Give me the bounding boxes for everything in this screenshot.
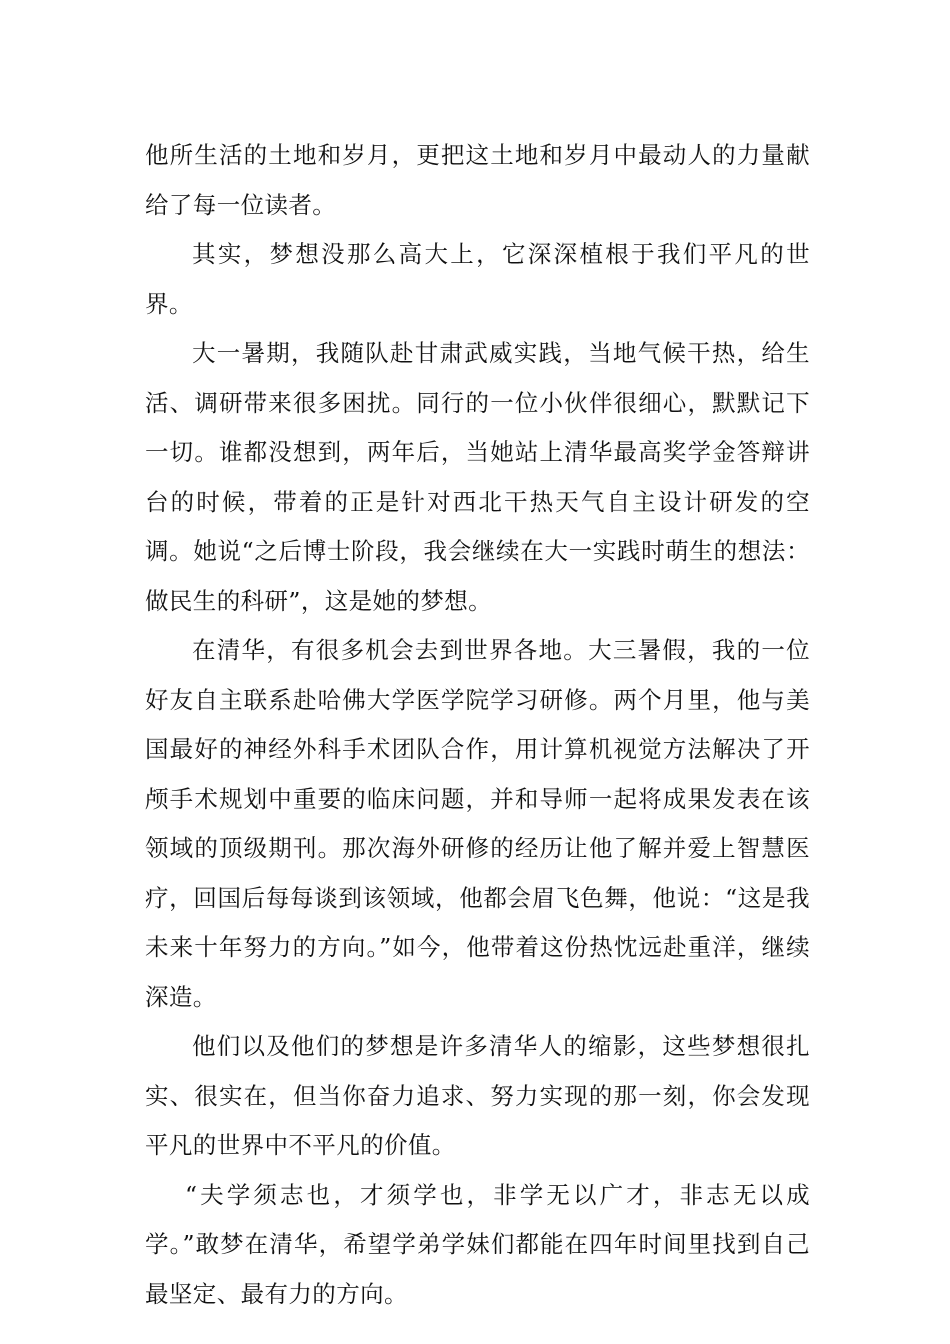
paragraph-6: “夫学须志也，才须学也，非学无以广才，非志无以成学。”敢梦在清华，希望学弟学妹们都能在四年时间里找到自己最坚定、最有力的方向。 (145, 1180, 810, 1308)
paragraph-1: 他所生活的土地和岁月，更把这土地和岁月中最动人的力量献给了每一位读者。 (145, 141, 810, 219)
paragraph-2: 其实，梦想没那么高大上，它深深植根于我们平凡的世界。 (145, 240, 810, 318)
body-text (145, 131, 810, 1319)
paragraph-4: 在清华，有很多机会去到世界各地。大三暑假，我的一位好友自主联系赴哈佛大学医学院学习研修。两个月里，他与美国最好的神经外科手术团队合作，用计算机视觉方法解决了开颅手术规划中重要的临床问题，并和导师一起将成果发表在该领域的顶级期刊。那次海外研修的经历让他了解并爱上智慧医疗，回国后每每谈到该领域，他都会眉飞色舞，他说：“这是我未来十年努力的方向。”如今，他带着这份热忱远赴重洋，继续深造。 (145, 636, 810, 1011)
paragraph-5: 他们以及他们的梦想是许多清华人的缩影，这些梦想很扎实、很实在，但当你奋力追求、努力实现的那一刻，你会发现平凡的世界中不平凡的价值。 (145, 1032, 810, 1159)
paragraph-3: 大一暑期，我随队赴甘肃武威实践，当地气候干热，给生活、调研带来很多困扰。同行的一位小伙伴很细心，默默记下一切。谁都没想到，两年后，当她站上清华最高奖学金答辩讲台的时候，带着的正是针对西北干热天气自主设计研发的空调。她说“之后博士阶段，我会继续在大一实践时萌生的想法：做民生的科研”，这是她的梦想。 (145, 339, 810, 615)
